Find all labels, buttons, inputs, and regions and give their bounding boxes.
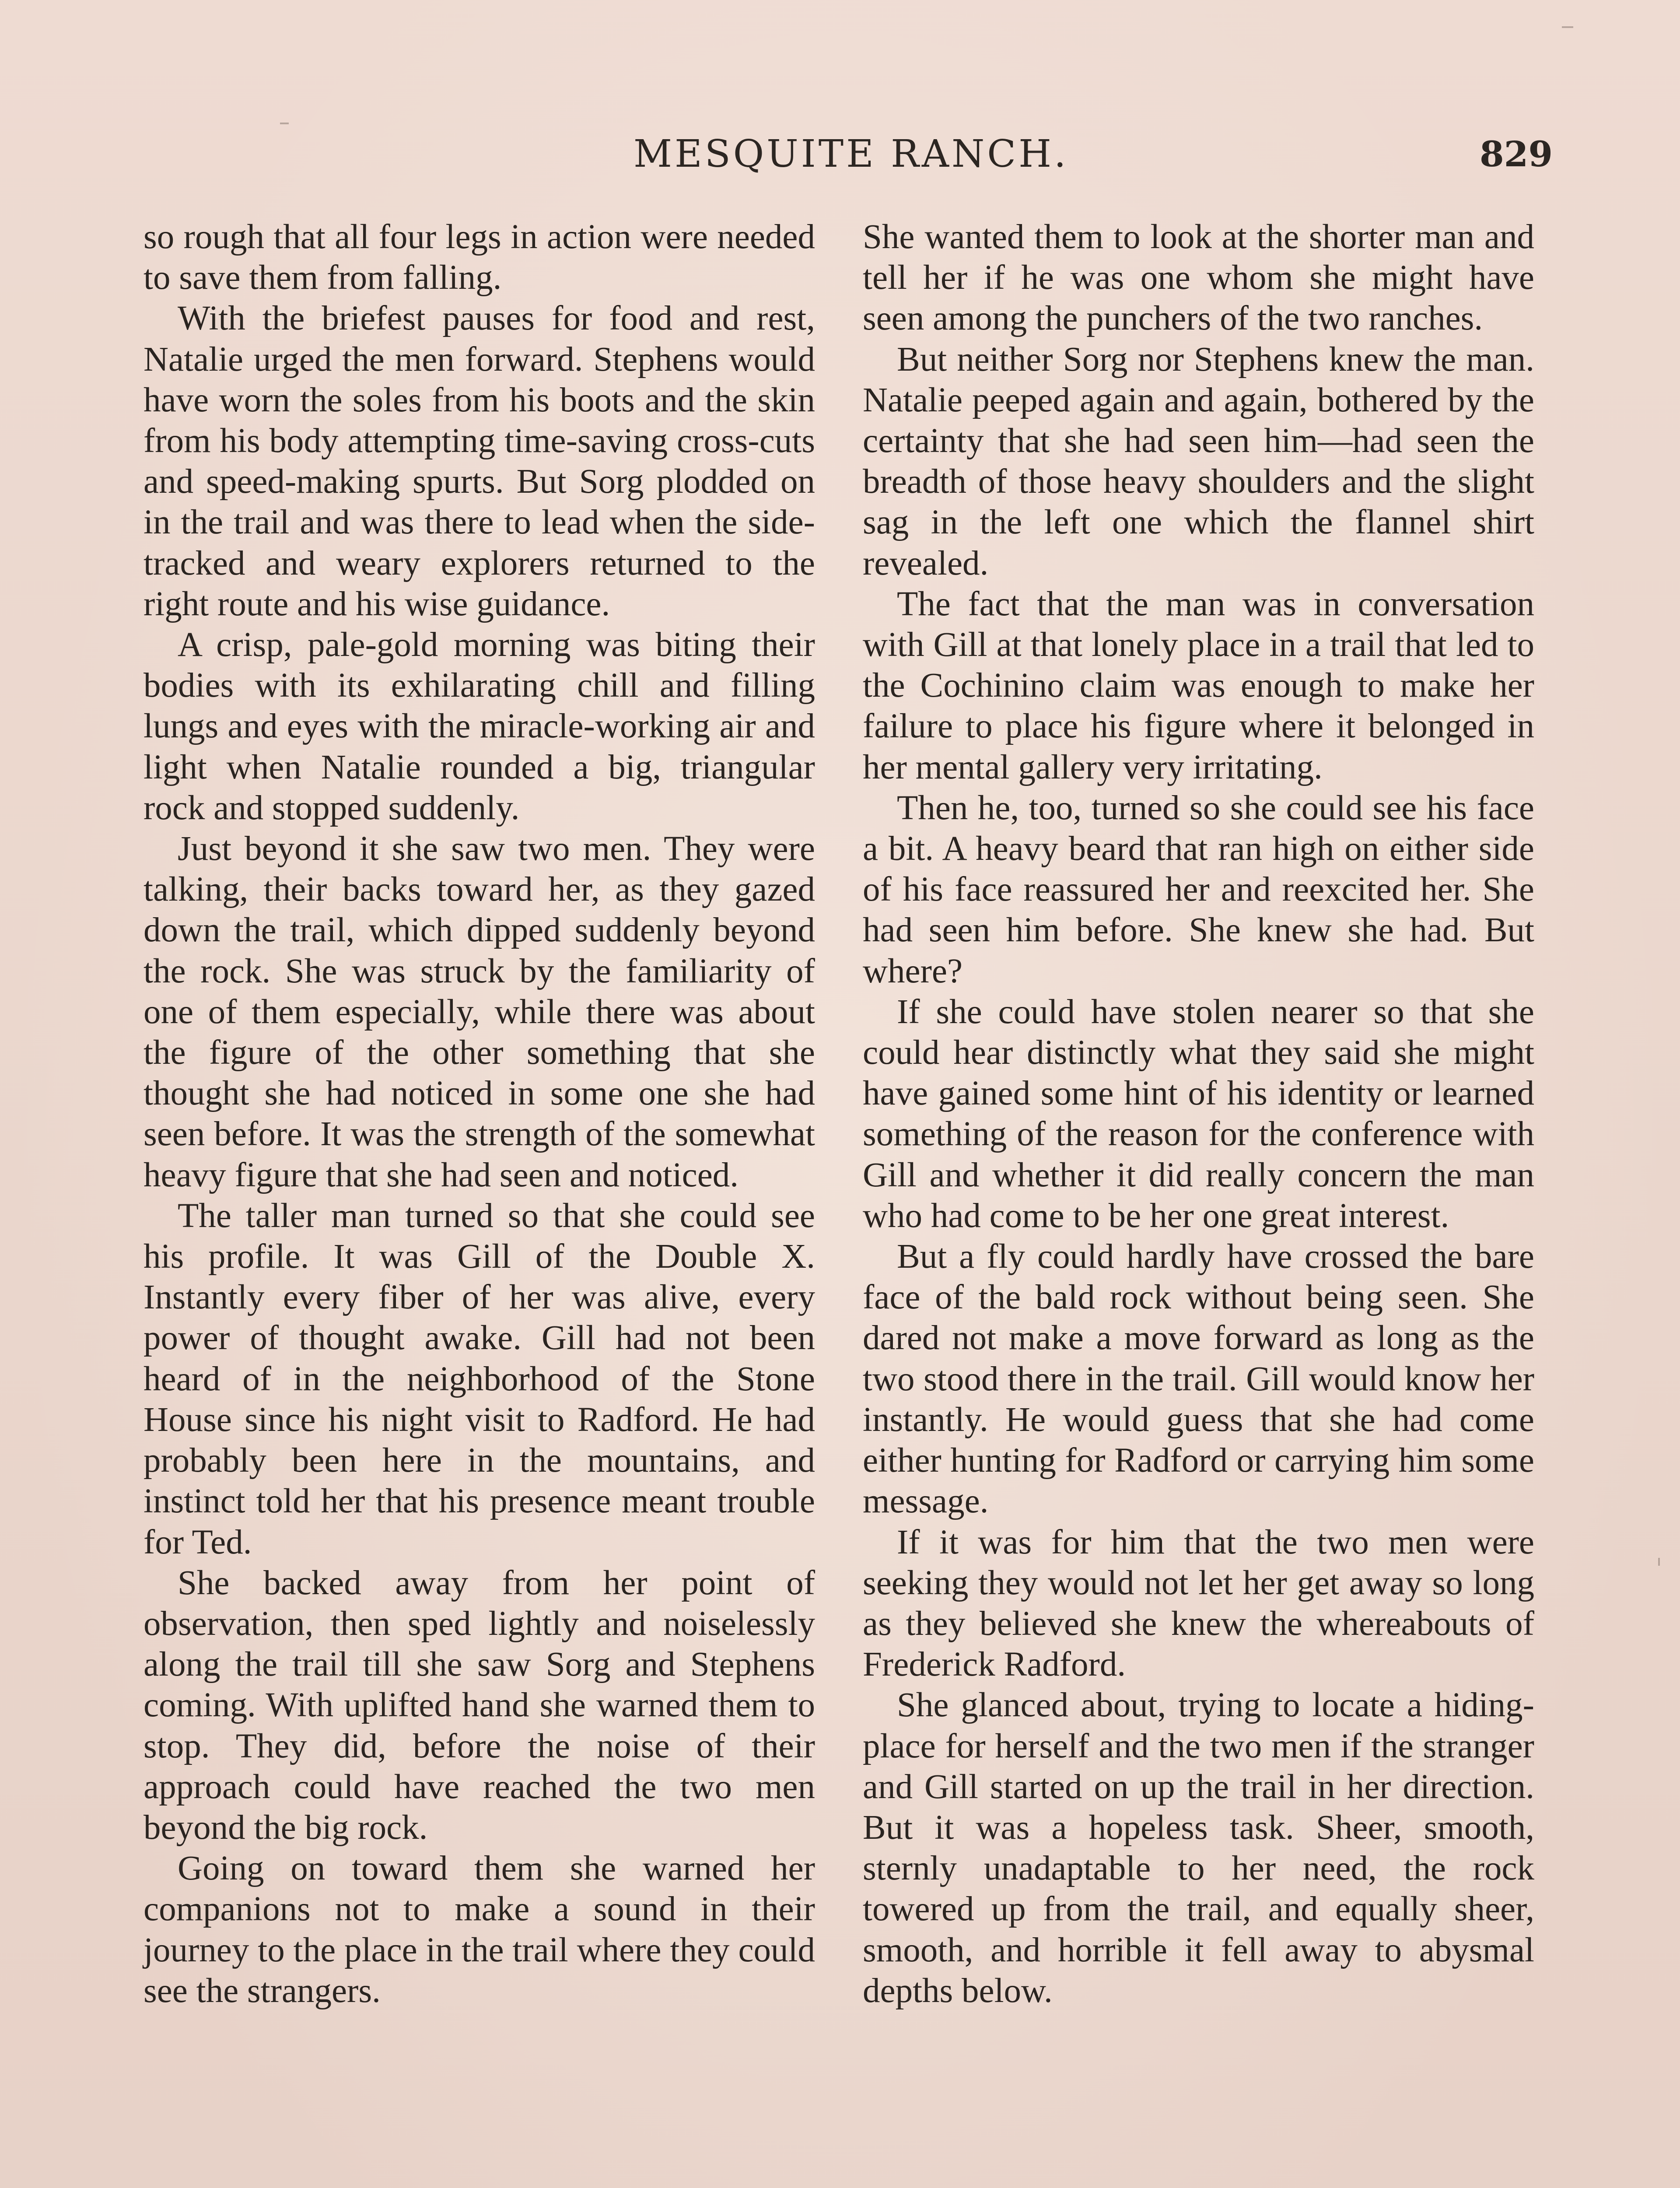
left-text-column — [144, 217, 815, 2011]
paper-speck — [280, 123, 289, 124]
page-number: 829 — [1480, 133, 1553, 175]
paper-speck — [1658, 1558, 1660, 1566]
right-text-column — [863, 217, 1534, 2011]
paragraph: She glanced about, trying to locate a hiding-place for herself and the two men if the stranger and Gill started on up the trail in her direction. But it was a hopeless task. Sheer, smooth, sternly unadaptable to her need, the rock towered up from the trail, and equally sheer, smooth, and horrible it fell away to abysmal depths below. — [863, 1686, 1534, 2010]
paragraph: so rough that all four legs in action were needed to save them from falling. — [144, 218, 815, 297]
paragraph: The taller man turned so that she could see his profile. It was Gill of the Double X. Instantly every fiber of her was alive, every power of thought awake. Gill had not been heard of in the neighborhood of the Stone House since his night visit to Radford. He had probably been here in the mountains, and instinct told her that his presence meant trouble for Ted. — [144, 1196, 815, 1561]
paragraph: She wanted them to look at the shorter man and tell her if he was one whom she might have seen among the punchers of the two ranches. — [863, 218, 1534, 338]
paragraph: Then he, too, turned so she could see his face a bit. A heavy beard that ran high on either side of his face reassured her and reexcited her. She had seen him before. She knew she had. But where? — [863, 789, 1534, 990]
paragraph: A crisp, pale-gold morning was biting their bodies with its exhilarating chill and filling lungs and eyes with the miracle-working air and light when Natalie rounded a big, triangular rock and stopped suddenly. — [144, 626, 815, 827]
paragraph: But neither Sorg nor Stephens knew the man. Natalie peeped again and again, bothered by the certainty that she had seen him—had seen the breadth of those heavy shoulders and the slight sag in the left one which the flannel shirt revealed. — [863, 340, 1534, 582]
running-title: MESQUITE RANCH. — [634, 132, 1069, 176]
paragraph: With the briefest pauses for food and rest, Natalie urged the men forward. Stephens would have worn the soles from his boots and the skin from his body attempting time-saving cross-cuts and speed-making spurts. But Sorg plodded on in the trail and was there to lead when the side-tracked and weary explorers returned to the right route and his wise guidance. — [144, 299, 815, 623]
paragraph: Going on toward them she warned her companions not to make a sound in their journey to the place in the trail where they could see the strangers. — [144, 1849, 815, 2010]
page-header — [0, 128, 1680, 180]
paragraph: If it was for him that the two men were seeking they would not let her get away so long as they believed she knew the whereabouts of Frederick Radford. — [863, 1523, 1534, 1684]
paragraph: If she could have stolen nearer so that she could hear distinctly what they said she might have gained some hint of his identity or learned something of the reason for the conference with Gill and whether it did really concern the man who had come to be her one great interest. — [863, 992, 1534, 1235]
paragraph: The fact that the man was in conversation with Gill at that lonely place in a trail that led to the Cochinino claim was enough to make her failure to place his figure where it belonged in her mental gallery very irritating. — [863, 585, 1534, 786]
paragraph: She backed away from her point of observation, then sped lightly and noiselessly along the trail till she saw Sorg and Stephens coming. With uplifted hand she warned them to stop. They did, before the noise of their approach could have reached the two men beyond the big rock. — [144, 1564, 815, 1847]
paragraph: But a fly could hardly have crossed the bare face of the bald rock without being seen. She dared not make a move forward as long as the two stood there in the trail. Gill would know her instantly. He would guess that she had come either hunting for Radford or carrying him some message. — [863, 1238, 1534, 1521]
paper-speck — [1562, 26, 1573, 28]
paragraph: Just beyond it she saw two men. They were talking, their backs toward her, as they gazed down the trail, which dipped suddenly beyond the rock. She was struck by the familiarity of one of them especially, while there was about the figure of the other something that she thought she had noticed in some one she had seen before. It was the strength of the somewhat heavy figure that she had seen and noticed. — [144, 830, 815, 1194]
